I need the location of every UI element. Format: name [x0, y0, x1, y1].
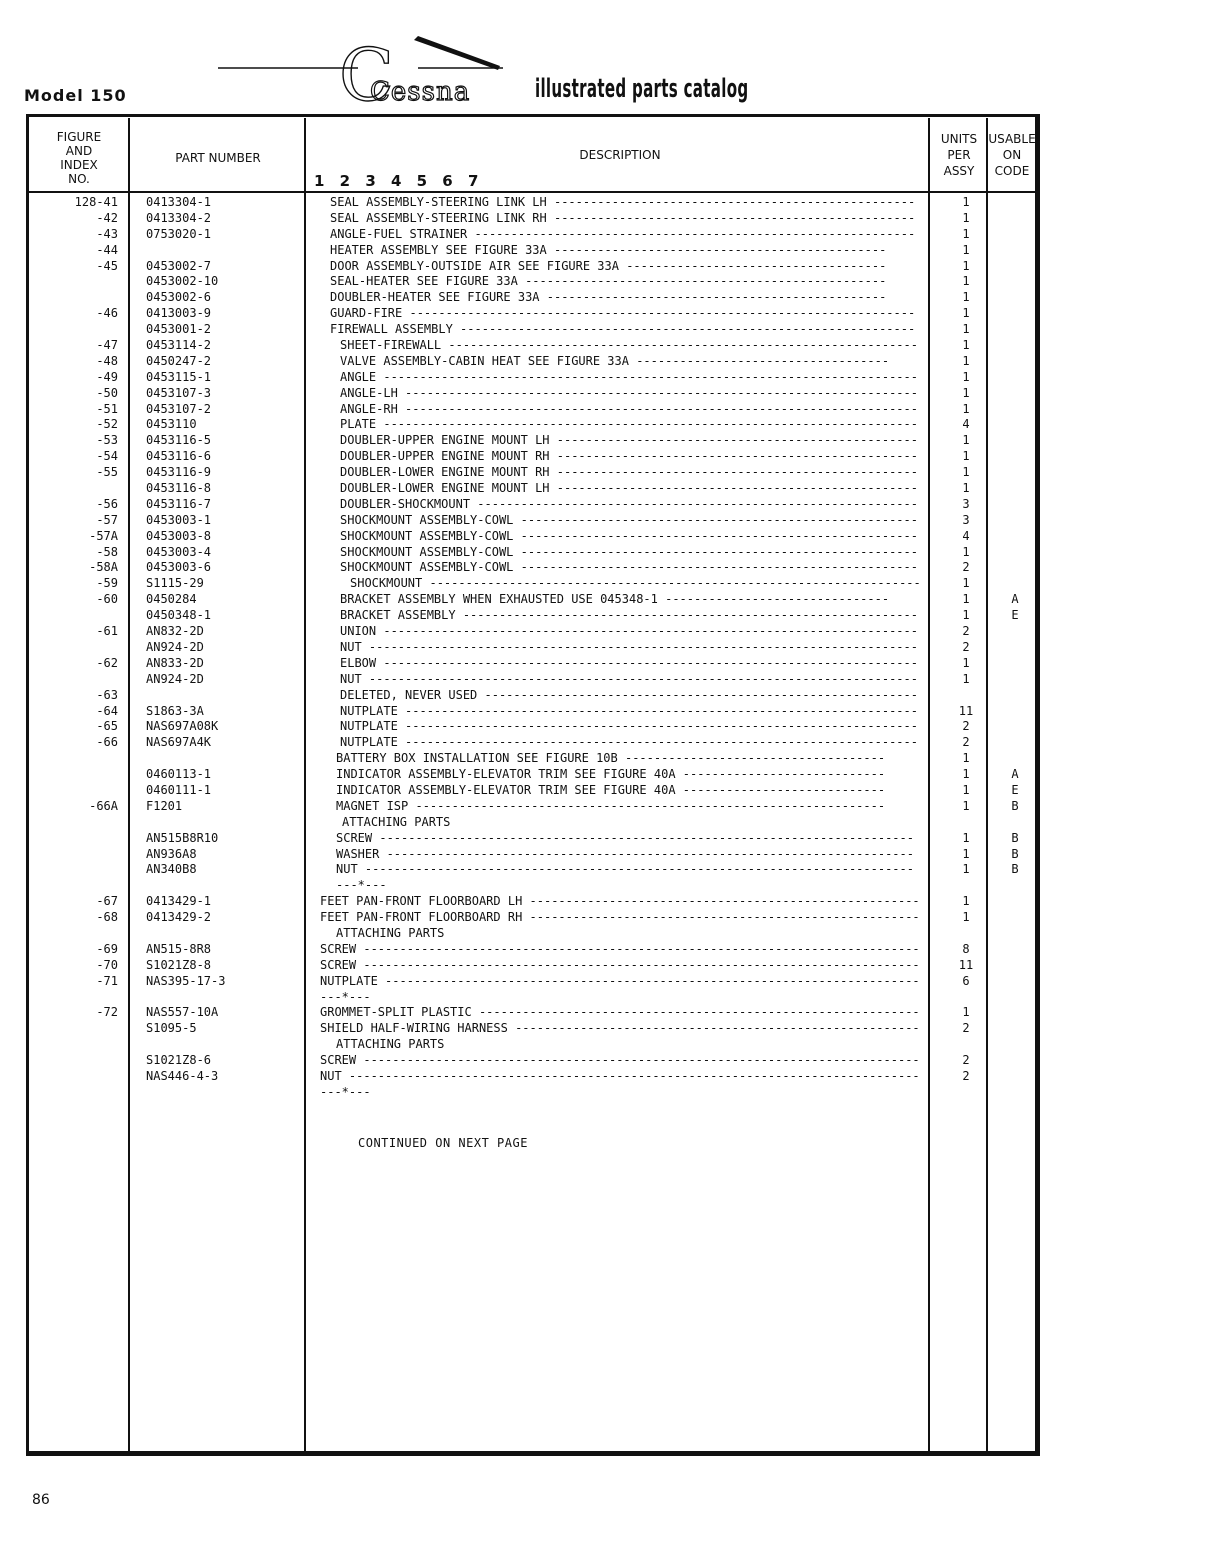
description-cell: SHOCKMOUNT -------------------------------------------------------------------- [350, 576, 921, 591]
units-cell: 1 [962, 767, 970, 782]
description-cell: DELETED, NEVER USED ------------------------------------------------------------ [340, 687, 918, 702]
continued-note: CONTINUED ON NEXT PAGE [358, 1136, 528, 1150]
description-cell: UNION -------------------------------------------------------------------------- [340, 624, 918, 639]
parts-list [0, 194, 1212, 1100]
table-row [0, 353, 1212, 369]
table-row [0, 814, 1212, 830]
description-cell: SCREW ----------------------------------------------------------------------------- [320, 1053, 920, 1068]
figure-index-cell: -43 [96, 226, 118, 241]
description-cell: DOOR ASSEMBLY-OUTSIDE AIR SEE FIGURE 33A ------------------------------------ [330, 258, 887, 273]
description-cell: DOUBLER-HEATER SEE FIGURE 33A ----------------------------------------------- [330, 290, 887, 305]
part-number-cell: S1021Z8-6 [146, 1053, 212, 1068]
figure-index-cell: -55 [96, 465, 118, 480]
description-cell: INDICATOR ASSEMBLY-ELEVATOR TRIM SEE FIGURE 40A ---------------------------- [336, 782, 886, 797]
units-cell: 1 [962, 210, 970, 225]
description-cell: SHOCKMOUNT ASSEMBLY-COWL ------------------------------------------------------- [340, 560, 918, 575]
table-row [0, 718, 1212, 734]
header-part-number: PART NUMBER [175, 151, 261, 165]
description-cell: ---*--- [336, 878, 387, 893]
part-number-cell: 0453003-8 [146, 528, 212, 543]
part-number-cell: AN833-2D [146, 655, 204, 670]
figure-index-cell: -52 [96, 417, 118, 432]
part-number-cell: 0450348-1 [146, 608, 212, 623]
description-cell: ANGLE -------------------------------------------------------------------------- [340, 369, 918, 384]
usable-code-cell: B [1011, 830, 1019, 845]
description-cell: SHIELD HALF-WIRING HARNESS -------------------------------------------------------- [320, 1021, 920, 1036]
description-cell: FEET PAN-FRONT FLOORBOARD LH ------------------------------------------------------ [320, 894, 920, 909]
units-cell: 1 [962, 910, 970, 925]
part-number-cell: NAS446-4-3 [146, 1068, 219, 1083]
figure-index-cell: -45 [96, 258, 118, 273]
table-row [0, 607, 1212, 623]
table-row [0, 1068, 1212, 1084]
header-divider [29, 191, 1035, 193]
table-row [0, 989, 1212, 1005]
units-cell: 1 [962, 433, 970, 448]
units-cell: 2 [962, 639, 970, 654]
table-row [0, 671, 1212, 687]
table-row [0, 957, 1212, 973]
table-row [0, 242, 1212, 258]
table-row [0, 559, 1212, 575]
page-number: 86 [32, 1492, 50, 1508]
table-row [0, 273, 1212, 289]
table-row [0, 575, 1212, 591]
table-row [0, 798, 1212, 814]
table-row [0, 703, 1212, 719]
description-cell: NUT ------------------------------------------------------------------------------- [320, 1068, 920, 1083]
table-row [0, 448, 1212, 464]
units-cell: 2 [962, 624, 970, 639]
part-number-cell: 0453116-9 [146, 465, 212, 480]
table-row [0, 782, 1212, 798]
figure-index-cell: -67 [96, 894, 118, 909]
units-cell: 1 [962, 338, 970, 353]
part-number-cell: S1863-3A [146, 703, 204, 718]
part-number-cell: 0453116-7 [146, 496, 212, 511]
part-number-cell: NAS395-17-3 [146, 973, 226, 988]
part-number-cell: 0413304-2 [146, 210, 212, 225]
part-number-cell: AN515B8R10 [146, 830, 219, 845]
description-cell: SHEET-FIREWALL ----------------------------------------------------------------- [340, 338, 918, 353]
table-row [0, 401, 1212, 417]
units-cell: 8 [962, 941, 970, 956]
table-row [0, 1004, 1212, 1020]
units-cell: 1 [962, 576, 970, 591]
units-cell: 4 [962, 417, 970, 432]
description-cell: DOUBLER-LOWER ENGINE MOUNT RH -------------------------------------------------- [340, 465, 918, 480]
table-row [0, 941, 1212, 957]
figure-index-cell: -54 [96, 449, 118, 464]
units-cell: 1 [962, 369, 970, 384]
units-cell: 1 [962, 274, 970, 289]
part-number-cell: 0453003-6 [146, 560, 212, 575]
part-number-cell: S1115-29 [146, 576, 204, 591]
table-row [0, 877, 1212, 893]
header-figure-index: FIGURE AND INDEX NO. [56, 130, 102, 186]
units-cell: 1 [962, 353, 970, 368]
units-cell: 1 [962, 290, 970, 305]
table-row [0, 766, 1212, 782]
description-cell: NUTPLATE ----------------------------------------------------------------------- [340, 703, 918, 718]
usable-code-cell: B [1011, 798, 1019, 813]
units-cell: 1 [962, 1005, 970, 1020]
figure-index-cell: -64 [96, 703, 118, 718]
description-cell: ANGLE-RH ----------------------------------------------------------------------- [340, 401, 918, 416]
table-row [0, 1052, 1212, 1068]
usable-code-cell: E [1011, 608, 1019, 623]
description-cell: MAGNET ISP ----------------------------------------------------------------- [336, 798, 886, 813]
figure-index-cell: -61 [96, 624, 118, 639]
table-row [0, 480, 1212, 496]
table-row [0, 496, 1212, 512]
units-cell: 1 [962, 385, 970, 400]
units-cell: 1 [962, 544, 970, 559]
description-cell: SEAL ASSEMBLY-STEERING LINK LH -------------------------------------------------- [330, 195, 916, 209]
description-cell: HEATER ASSEMBLY SEE FIGURE 33A ---------------------------------------------- [330, 242, 887, 257]
usable-code-cell: A [1011, 592, 1019, 607]
table-row [0, 385, 1212, 401]
description-cell: WASHER ------------------------------------------------------------------------- [336, 846, 914, 861]
figure-index-cell: -53 [96, 433, 118, 448]
table-row [0, 416, 1212, 432]
description-cell: SEAL ASSEMBLY-STEERING LINK RH -------------------------------------------------- [330, 210, 916, 225]
part-number-cell: 0413304-1 [146, 195, 212, 209]
description-cell: GUARD-FIRE ---------------------------------------------------------------------- [330, 306, 916, 321]
part-number-cell: 0453002-7 [146, 258, 212, 273]
part-number-cell: 0453114-2 [146, 338, 212, 353]
part-number-cell: F1201 [146, 798, 183, 813]
figure-index-cell: -59 [96, 576, 118, 591]
description-cell: PLATE -------------------------------------------------------------------------- [340, 417, 918, 432]
table-row [0, 655, 1212, 671]
units-cell: 1 [962, 322, 970, 337]
usable-code-cell: B [1011, 846, 1019, 861]
description-cell: BRACKET ASSEMBLY --------------------------------------------------------------- [340, 608, 918, 623]
table-row [0, 544, 1212, 560]
units-cell: 2 [962, 735, 970, 750]
figure-index-cell: -66A [89, 798, 118, 813]
table-row [0, 973, 1212, 989]
figure-index-cell: -60 [96, 592, 118, 607]
part-number-cell: 0453002-10 [146, 274, 219, 289]
table-row [0, 464, 1212, 480]
part-number-cell: 0413429-2 [146, 910, 212, 925]
units-cell: 1 [962, 592, 970, 607]
table-row [0, 321, 1212, 337]
usable-code-cell: E [1011, 782, 1019, 797]
table-row [0, 1036, 1212, 1052]
description-cell: ATTACHING PARTS [336, 925, 445, 940]
figure-index-cell: -56 [96, 496, 118, 511]
description-cell: DOUBLER-LOWER ENGINE MOUNT LH -------------------------------------------------- [340, 481, 918, 496]
description-cell: ATTACHING PARTS [342, 814, 451, 829]
part-number-cell: AN832-2D [146, 624, 204, 639]
svg-text:Cessna: Cessna [370, 77, 471, 107]
description-cell: SHOCKMOUNT ASSEMBLY-COWL ------------------------------------------------------- [340, 544, 918, 559]
figure-index-cell: -62 [96, 655, 118, 670]
table-row [0, 925, 1212, 941]
description-cell: ---*--- [320, 989, 371, 1004]
indent-level-numbers: 1 2 3 4 5 6 7 [314, 172, 484, 190]
description-cell: NUTPLATE ----------------------------------------------------------------------- [340, 719, 918, 734]
table-row [0, 432, 1212, 448]
figure-index-cell: -51 [96, 401, 118, 416]
header-usable-on-code: USABLE ON CODE [988, 132, 1036, 178]
part-number-cell: 0460111-1 [146, 782, 212, 797]
part-number-cell: 0453003-1 [146, 512, 212, 527]
description-cell: NUTPLATE -------------------------------------------------------------------------- [320, 973, 920, 988]
figure-index-cell: -69 [96, 941, 118, 956]
description-cell: GROMMET-SPLIT PLASTIC ------------------------------------------------------------- [320, 1005, 920, 1020]
units-cell: 1 [962, 258, 970, 273]
description-cell: ATTACHING PARTS [336, 1037, 445, 1052]
description-cell: SHOCKMOUNT ASSEMBLY-COWL ------------------------------------------------------- [340, 512, 918, 527]
figure-index-cell: -66 [96, 735, 118, 750]
units-cell: 1 [962, 830, 970, 845]
description-cell: SEAL-HEATER SEE FIGURE 33A -------------------------------------------------- [330, 274, 887, 289]
part-number-cell: 0413429-1 [146, 894, 212, 909]
units-cell: 11 [958, 957, 974, 972]
units-cell: 1 [962, 862, 970, 877]
table-row [0, 830, 1212, 846]
figure-index-cell: -46 [96, 306, 118, 321]
part-number-cell: 0453107-2 [146, 401, 212, 416]
part-number-cell: 0453003-4 [146, 544, 212, 559]
table-row [0, 591, 1212, 607]
part-number-cell: AN515-8R8 [146, 941, 212, 956]
part-number-cell: AN936A8 [146, 846, 197, 861]
part-number-cell: S1095-5 [146, 1021, 197, 1036]
units-cell: 2 [962, 1021, 970, 1036]
table-row [0, 528, 1212, 544]
units-cell: 2 [962, 1053, 970, 1068]
model-label: Model 150 [24, 86, 127, 105]
units-cell: 1 [962, 242, 970, 257]
description-cell: ANGLE-FUEL STRAINER ------------------------------------------------------------- [330, 226, 916, 241]
figure-index-cell: -49 [96, 369, 118, 384]
figure-index-cell: -48 [96, 353, 118, 368]
table-row [0, 337, 1212, 353]
part-number-cell: 0453107-3 [146, 385, 212, 400]
table-row [0, 639, 1212, 655]
description-cell: BATTERY BOX INSTALLATION SEE FIGURE 10B ------------------------------------ [336, 751, 886, 766]
table-row [0, 369, 1212, 385]
description-cell: DOUBLER-UPPER ENGINE MOUNT LH -------------------------------------------------- [340, 433, 918, 448]
table-row [0, 210, 1212, 226]
part-number-cell: AN924-2D [146, 671, 204, 686]
description-cell: ---*--- [320, 1084, 371, 1099]
part-number-cell: 0413003-9 [146, 306, 212, 321]
figure-index-cell: -50 [96, 385, 118, 400]
part-number-cell: 0453115-1 [146, 369, 212, 384]
units-cell: 1 [962, 226, 970, 241]
description-cell: NUT ---------------------------------------------------------------------------- [340, 639, 918, 654]
table-row [0, 1084, 1212, 1100]
figure-index-cell: -70 [96, 957, 118, 972]
table-row [0, 750, 1212, 766]
part-number-cell: 0450247-2 [146, 353, 212, 368]
figure-index-cell: -58 [96, 544, 118, 559]
description-cell: DOUBLER-UPPER ENGINE MOUNT RH -------------------------------------------------- [340, 449, 918, 464]
units-cell: 4 [962, 528, 970, 543]
description-cell: ANGLE-LH ----------------------------------------------------------------------- [340, 385, 918, 400]
part-number-cell: AN340B8 [146, 862, 197, 877]
figure-index-cell: -58A [89, 560, 118, 575]
table-row [0, 687, 1212, 703]
units-cell: 1 [962, 608, 970, 623]
part-number-cell: 0753020-1 [146, 226, 212, 241]
usable-code-cell: A [1011, 767, 1019, 782]
figure-index-cell: -44 [96, 242, 118, 257]
units-cell: 11 [958, 703, 974, 718]
part-number-cell: 0460113-1 [146, 767, 212, 782]
part-number-cell: NAS697A08K [146, 719, 219, 734]
table-row [0, 194, 1212, 210]
table-row [0, 861, 1212, 877]
units-cell: 2 [962, 719, 970, 734]
units-cell: 1 [962, 306, 970, 321]
figure-index-cell: -72 [96, 1005, 118, 1020]
units-cell: 2 [962, 560, 970, 575]
header-description: DESCRIPTION [579, 148, 661, 162]
table-row [0, 226, 1212, 242]
units-cell: 1 [962, 449, 970, 464]
description-cell: SCREW -------------------------------------------------------------------------- [336, 830, 914, 845]
figure-index-cell: -57 [96, 512, 118, 527]
figure-index-cell: -71 [96, 973, 118, 988]
units-cell: 1 [962, 751, 970, 766]
units-cell: 1 [962, 481, 970, 496]
description-cell: ELBOW -------------------------------------------------------------------------- [340, 655, 918, 670]
figure-index-cell: -57A [89, 528, 118, 543]
units-cell: 1 [962, 671, 970, 686]
table-row [0, 289, 1212, 305]
description-cell: NUTPLATE ----------------------------------------------------------------------- [340, 735, 918, 750]
description-cell: FIREWALL ASSEMBLY --------------------------------------------------------------- [330, 322, 916, 337]
units-cell: 1 [962, 401, 970, 416]
units-cell: 1 [962, 465, 970, 480]
part-number-cell: NAS557-10A [146, 1005, 219, 1020]
description-cell: INDICATOR ASSEMBLY-ELEVATOR TRIM SEE FIGURE 40A ---------------------------- [336, 767, 886, 782]
description-cell: NUT ---------------------------------------------------------------------------- [336, 862, 914, 877]
description-cell: VALVE ASSEMBLY-CABIN HEAT SEE FIGURE 33A ----------------------------------- [340, 353, 890, 368]
description-cell: DOUBLER-SHOCKMOUNT ------------------------------------------------------------- [340, 496, 918, 511]
table-row [0, 846, 1212, 862]
cessna-logo [218, 28, 538, 108]
figure-index-cell: -42 [96, 210, 118, 225]
header-units-per-assy: UNITS PER ASSY [940, 132, 978, 178]
units-cell: 1 [962, 195, 970, 209]
svg-text:C: C [339, 33, 395, 108]
figure-index-cell: 128-41 [74, 195, 118, 209]
table-row [0, 512, 1212, 528]
units-cell: 2 [962, 1068, 970, 1083]
description-cell: BRACKET ASSEMBLY WHEN EXHAUSTED USE 045348-1 ------------------------------- [340, 592, 890, 607]
table-row [0, 893, 1212, 909]
description-cell: SCREW ----------------------------------------------------------------------------- [320, 941, 920, 956]
units-cell: 1 [962, 798, 970, 813]
table-row [0, 258, 1212, 274]
units-cell: 1 [962, 846, 970, 861]
part-number-cell: 0453002-6 [146, 290, 212, 305]
usable-code-cell: B [1011, 862, 1019, 877]
table-row [0, 909, 1212, 925]
table-row [0, 734, 1212, 750]
part-number-cell: 0453116-6 [146, 449, 212, 464]
part-number-cell: S1021Z8-8 [146, 957, 212, 972]
figure-index-cell: -68 [96, 910, 118, 925]
description-cell: NUT ---------------------------------------------------------------------------- [340, 671, 918, 686]
part-number-cell: 0453001-2 [146, 322, 212, 337]
figure-index-cell: -47 [96, 338, 118, 353]
units-cell: 1 [962, 782, 970, 797]
units-cell: 6 [962, 973, 970, 988]
part-number-cell: 0450284 [146, 592, 197, 607]
figure-index-cell: -65 [96, 719, 118, 734]
units-cell: 1 [962, 894, 970, 909]
figure-index-cell: -63 [96, 687, 118, 702]
table-row [0, 305, 1212, 321]
part-number-cell: AN924-2D [146, 639, 204, 654]
description-cell: SCREW ----------------------------------------------------------------------------- [320, 957, 920, 972]
units-cell: 1 [962, 655, 970, 670]
part-number-cell: 0453116-8 [146, 481, 212, 496]
part-number-cell: NAS697A4K [146, 735, 212, 750]
description-cell: FEET PAN-FRONT FLOORBOARD RH ------------------------------------------------------ [320, 910, 920, 925]
table-row [0, 1020, 1212, 1036]
catalog-title: illustrated parts catalog [535, 74, 749, 104]
table-row [0, 623, 1212, 639]
part-number-cell: 0453116-5 [146, 433, 212, 448]
units-cell: 3 [962, 496, 970, 511]
units-cell: 3 [962, 512, 970, 527]
part-number-cell: 0453110 [146, 417, 197, 432]
description-cell: SHOCKMOUNT ASSEMBLY-COWL ------------------------------------------------------- [340, 528, 918, 543]
